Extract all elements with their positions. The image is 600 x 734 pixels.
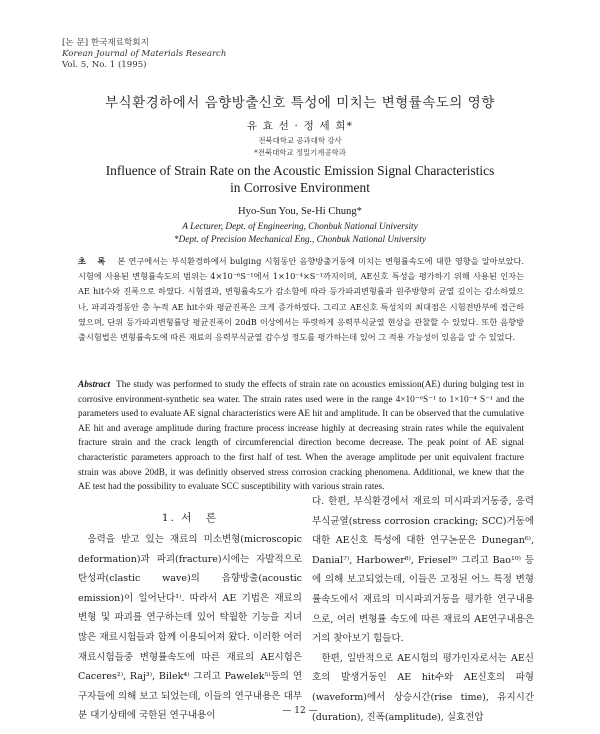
body-paragraph: 다. 한편, 부식환경에서 재료의 미시파괴거동중, 응력부식균열(stress corrosion cracking; SCC)거동에 대한 AE신호 특성에 대한 연구논문은 Dunegan⁶⁾, Danial⁷⁾, Harbower⁸⁾, Friesel⁹⁾ 그리고 Bao¹⁰⁾ 등에 의해 보고되었는데, 이들은 고정된 어느 특정 변형률속도에서 재료의 미시파괴거동을 평가한 연구내용으로, 여러 변형률 속도에 따른 재료의 AE연구내용은 거의 찾아보기 힘들다.	[312, 496, 534, 645]
abstract-en-text: The study was performed to study the effects of strain rate on acoustics emission(AE) during bulging test in corrosive environment-synthetic sea water. The strain rates used were in the range 4×10⁻⁶S⁻¹ to 1×10⁻⁴ S⁻¹ and the parameters used to evaluate AE signal characteristics were AE hit and amplitude. It can be observed that the cumulative AE hit and average amplitude during fracture process increase highly at decreasing strain rates while the equivalent fracture strain and the crack length of circumferencial direction become decrease. The peak point of AE signal characteristic parameters approach to the first half of test. When the average amplitude per unit equivalent fracture strain was above 20dB, it was definitly observed stress corrosion cracking phenomena. Additional, we knew that the AE test had the possibility to evaluate SCC susceptibility with various strain rates.	[78, 380, 524, 493]
body-paragraph: 응력을 받고 있는 재료의 미소변형(microscopic deformation)과 파괴(fracture)시에는 자발적으로 탄성파(clastic wave)의 음향방출(acoustic emission)이 일어난다¹⁾. 따라서 AE 기법은 재료의 변형 및 파괴를 연구하는데 있어 탁월한 기능을 지녀 많은 재료시험들과 함께 이용되어져 왔다. 이러한 여러 재료시험들중 변형률속도에 따른 재료의 AE시험은 Caceres²⁾, Raj³⁾, Bilek⁴⁾ 그리고 Pawelek⁵⁾등의 연구자들에 의해 보고 되었는데, 이들의 연구내용은 대부분 대기상태에 국한된 연구내용이	[78, 534, 302, 722]
authors-en: Hyo-Sun You, Se-Hi Chung*	[238, 206, 362, 217]
paper-title-en-line2: in Corrosive Environment	[230, 180, 370, 195]
section-heading-introduction: 1. 서 론	[161, 512, 219, 524]
affiliation-en-2: *Dept. of Precision Mechanical Eng., Chonbuk National University	[173, 235, 427, 245]
journal-info	[62, 38, 226, 71]
journal-name-kr: [논 문] 한국재료학회지	[62, 38, 149, 48]
body-column-left	[78, 530, 302, 726]
body-paragraph: 한편, 일반적으로 AE시험의 평가인자로서는 AE신호의 발생거동인 AE hit수와 AE신호의 파형(waveform)에서 상승시간(rise time), 유지시간(duration), 진폭(amplitude), 실효전압	[312, 652, 534, 723]
paper-title-en	[0, 162, 600, 196]
abstract-kr	[78, 254, 524, 345]
paper-title-en-line1: Influence of Strain Rate on the Acoustic Emission Signal Characteristics	[105, 163, 495, 178]
affiliation-kr-1: 전북대학교 공과대학 강사	[258, 136, 342, 145]
abstract-en-label: Abstract	[78, 380, 111, 390]
paper-title-kr: 부식환경하에서 음향방출신호 특성에 미치는 변형률속도의 영향	[105, 96, 495, 111]
affiliation-kr-2: *전북대학교 정밀기계공학과	[254, 148, 346, 157]
body-column-right	[312, 492, 534, 727]
journal-name-en: Korean Journal of Materials Research	[62, 49, 227, 59]
abstract-en	[78, 378, 524, 495]
authors-kr: 유 효 선 · 정 세 희*	[246, 120, 354, 132]
abstract-kr-text: 본 연구에서는 부식환경하에서 bulging 시험동안 음향방출거동에 미치는 변형률속도에 대한 영향을 알아보았다. 시험에 사용된 변형률속도의 범위는 4×10⁻⁶S⁻¹에서 1×10⁻⁴×S⁻¹까지이며, AE신호 특성을 평가하기 위해 사용된 인자는 AE hit수와 진폭으로 하였다. 시험결과, 변형률속도가 감소함에 따라 등가파괴변형률과 원주방향의 균열 깊이는 감소하였으나, 파괴과정동안 총 누적 AE hit수와 평균진폭은 크게 증가하였다. 그리고 AE신호 특성치의 최대점은 시험전반부에 접근하였으며, 단위 등가파괴변형률당 평균진폭이 20dB 이상에서는 뚜렷하게 응력부식균열 현상을 관찰할 수 있었다. 또한 음향방출시험법은 변형률속도에 따른 재료의 응력부식균열 감수성 정도를 평가하는데 있어 그 적용 가능성이 있음을 알 수 있었다.	[78, 256, 525, 343]
affiliation-en-1: A Lecturer, Dept. of Engineering, Chonbuk National University	[182, 222, 418, 232]
journal-volume: Vol. 5, No. 1 (1995)	[62, 60, 147, 70]
abstract-kr-label: 초 록	[78, 256, 110, 266]
page-number: — 12 —	[282, 706, 318, 716]
